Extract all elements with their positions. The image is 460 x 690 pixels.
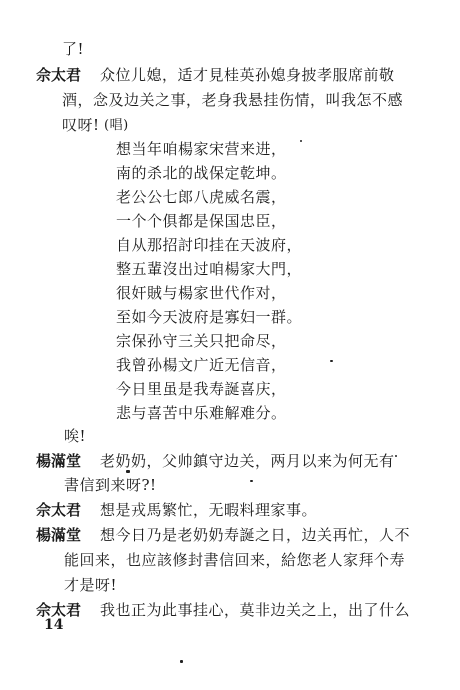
verse-line: 老公公七郎八虎威名震， bbox=[116, 188, 287, 206]
scan-speck bbox=[250, 480, 253, 482]
verse-line: 悲与喜苦中乐难解难分。 bbox=[116, 404, 287, 422]
verse-line: 我曾孙楊文广近无信音， bbox=[116, 356, 287, 374]
speaker-name: 佘太君 bbox=[36, 66, 82, 84]
sigh-line: 唉! bbox=[64, 427, 87, 445]
speaker-name: 佘太君 bbox=[36, 501, 82, 519]
dialogue-line: 能回来，也应該修封書信回来，給您老人家拜个寿 bbox=[64, 551, 406, 569]
verse-line: 至如今天波府是寡妇一群。 bbox=[116, 308, 303, 326]
verse-line: 一个个俱都是保国忠臣， bbox=[116, 212, 287, 230]
verse-line: 宗保孙守三关只把命尽， bbox=[116, 332, 287, 350]
dialogue-line: 想是戎馬繁忙，无暇料理家事。 bbox=[100, 501, 318, 519]
verse-line: 今日里虽是我寿誕喜庆， bbox=[116, 380, 287, 398]
scan-speck bbox=[180, 660, 183, 663]
speaker-name: 楊滿堂 bbox=[36, 452, 82, 470]
scan-speck bbox=[126, 470, 130, 473]
verse-line: 很奸賊与楊家世代作对， bbox=[116, 284, 287, 302]
dialogue-line: 叹呀! bbox=[62, 116, 100, 134]
speaker-name: 楊滿堂 bbox=[36, 526, 82, 544]
dialogue-line: 老奶奶，父帅鎮守边关，两月以来为何无有 bbox=[100, 452, 395, 470]
scan-speck bbox=[330, 360, 333, 362]
dialogue-line: 众位儿媳，适才見桂英孙媳身披孝服席前敬 bbox=[100, 66, 395, 84]
dialogue-line: 才是呀! bbox=[64, 576, 118, 594]
speaker-name: 佘太君 bbox=[36, 601, 82, 619]
scan-speck bbox=[300, 140, 302, 142]
verse-line: 整五輩沒出过咱楊家大門， bbox=[116, 260, 303, 278]
scan-speck bbox=[395, 455, 397, 457]
page-number: 14 bbox=[44, 617, 64, 633]
continued-line: 了! bbox=[62, 40, 85, 58]
stage-direction: (唱) bbox=[104, 118, 129, 133]
dialogue-line: 我也正为此事挂心，莫非边关之上，出了什么 bbox=[100, 601, 411, 619]
verse-line: 自从那招討印挂在天波府， bbox=[116, 236, 303, 254]
verse-line: 南的杀北的战保定乾坤。 bbox=[116, 164, 287, 182]
dialogue-line: 酒，念及边关之事，老身我悬挂伤情，叫我怎不感 bbox=[62, 91, 404, 109]
dialogue-line: 想今日乃是老奶奶寿誕之日，边关再忙，人不 bbox=[100, 526, 411, 544]
dialogue-line: 書信到来呀?! bbox=[64, 476, 157, 494]
verse-line: 想当年咱楊家宋营来进， bbox=[116, 140, 287, 158]
